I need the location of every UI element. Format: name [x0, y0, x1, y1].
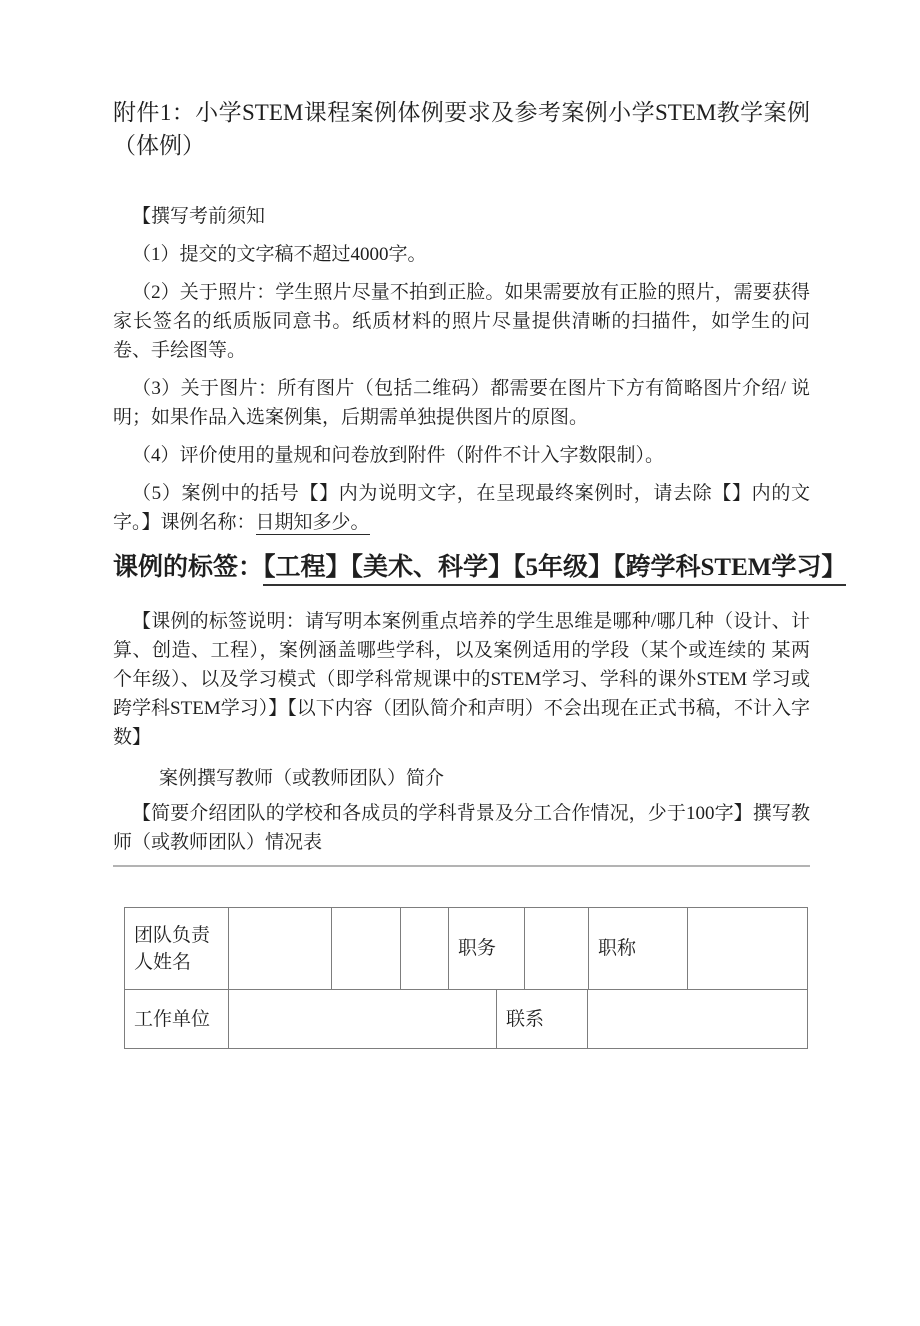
note-item-1: （1）提交的文字稿不超过4000字。: [132, 244, 427, 265]
title-value-cell: [688, 908, 807, 989]
table-row-leader: [125, 908, 807, 990]
empty-cell: [401, 908, 449, 989]
tags-explanation-note: 【课例的标签说明：请写明本案例重点培养的学生思维是哪种/哪几种（设计、计算、创造、工程），案例涵盖哪些学科，以及案例适用的学段（某个或连续的 某两个年级）、以及学习模式（即学科常规课中的STEM学习、学科的课外STEM 学习或跨学科STEM学习）】【以下内容（团队简介和声明）不会出现在正式书稿，不计入字数】: [113, 611, 810, 748]
note-item-5: [113, 479, 810, 537]
position-value-cell: [525, 908, 589, 989]
note-item-3: （3）关于图片：所有图片（包括二维码）都需要在图片下方有简略图片介绍/ 说明；如果作品入选案例集，后期需单独提供图片的原图。: [113, 378, 810, 428]
team-intro-heading: 案例撰写教师（或教师团队）简介: [159, 768, 445, 789]
work-unit-value-cell: [229, 990, 497, 1048]
preface-heading: 【撰写考前须知: [132, 206, 266, 227]
note-item-2: （2）关于照片：学生照片尽量不拍到正脸。如果需要放有正脸的照片，需要获得家长签名的纸质版同意书。纸质材料的照片尽量提供清晰的扫描件，如学生的问卷、手绘图等。: [113, 282, 810, 361]
leader-name-value-cell: [229, 908, 332, 989]
tags-label: 课例的标签：: [113, 554, 264, 581]
document-title: 附件1：小学STEM课程案例体例要求及参考案例小学STEM教学案例（体例）: [113, 100, 810, 158]
tags-value-underlined: 【工程】【美术、科学】【5年级】【跨学科STEM学习】: [263, 554, 846, 586]
leader-name-label-cell: 团队负责人姓名: [125, 908, 229, 989]
table-row-workunit: [125, 990, 807, 1048]
contact-value-cell: [588, 990, 807, 1048]
teacher-info-table: [124, 907, 808, 1049]
title-label-cell: 职称: [589, 908, 688, 989]
work-unit-label-cell: 工作单位: [125, 990, 229, 1048]
empty-cell: [332, 908, 401, 989]
contact-label-cell: 联系: [497, 990, 588, 1048]
note-item-4: （4）评价使用的量规和问卷放到附件（附件不计入字数限制）。: [132, 445, 665, 466]
position-label-cell: 职务: [449, 908, 525, 989]
note-5-text: （5）案例中的括号【】内为说明文字，在呈现最终案例时，请去除【】内的文字。】课例名称：: [113, 483, 810, 533]
tags-heading: [113, 551, 847, 585]
team-intro-note: 【简要介绍团队的学校和各成员的学科背景及分工合作情况，少于100字】撰写教师（或教师团队）情况表: [113, 799, 810, 867]
document-content: [113, 96, 847, 1049]
lesson-name-underlined: 日期知多少。: [255, 512, 370, 533]
